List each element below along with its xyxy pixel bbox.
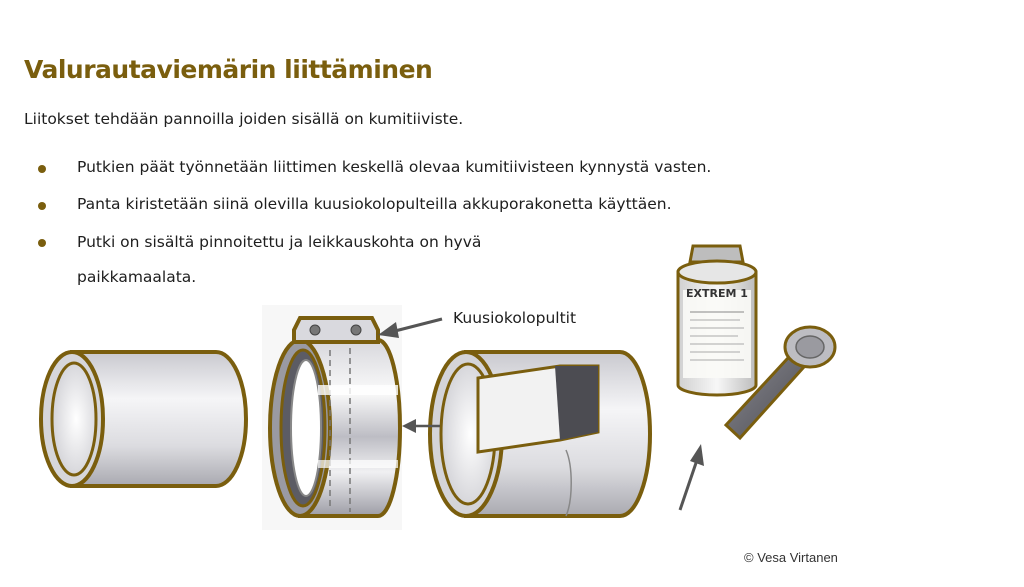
bullet-text-1: Putkien päät työnnetään liittimen keskellä olevaa kumitiivisteen kynnystä vasten. xyxy=(77,158,712,176)
slide-title: Valurautaviemärin liittäminen xyxy=(24,55,433,84)
can-label: EXTREM 1 xyxy=(686,287,748,300)
coupling-clamp xyxy=(262,305,402,530)
paint-can xyxy=(678,246,756,395)
slide-subtitle: Liitokset tehdään pannoilla joiden sisällä on kumitiiviste. xyxy=(24,110,464,128)
bullet-text-3b: paikkamaalata. xyxy=(77,268,197,286)
right-pipe xyxy=(430,352,650,516)
copyright-text: © Vesa Virtanen xyxy=(744,550,838,565)
bolts-callout-label: Kuusiokolopultit xyxy=(453,309,577,327)
bullet-text-2: Panta kiristetään siinä olevilla kuusiokolopulteilla akkuporakonetta käyttäen. xyxy=(77,195,672,213)
left-pipe xyxy=(41,352,246,486)
paint-arrow-icon xyxy=(680,444,704,510)
bullet-text-3a: Putki on sisältä pinnoitettu ja leikkauskohta on hyvä xyxy=(77,233,482,251)
